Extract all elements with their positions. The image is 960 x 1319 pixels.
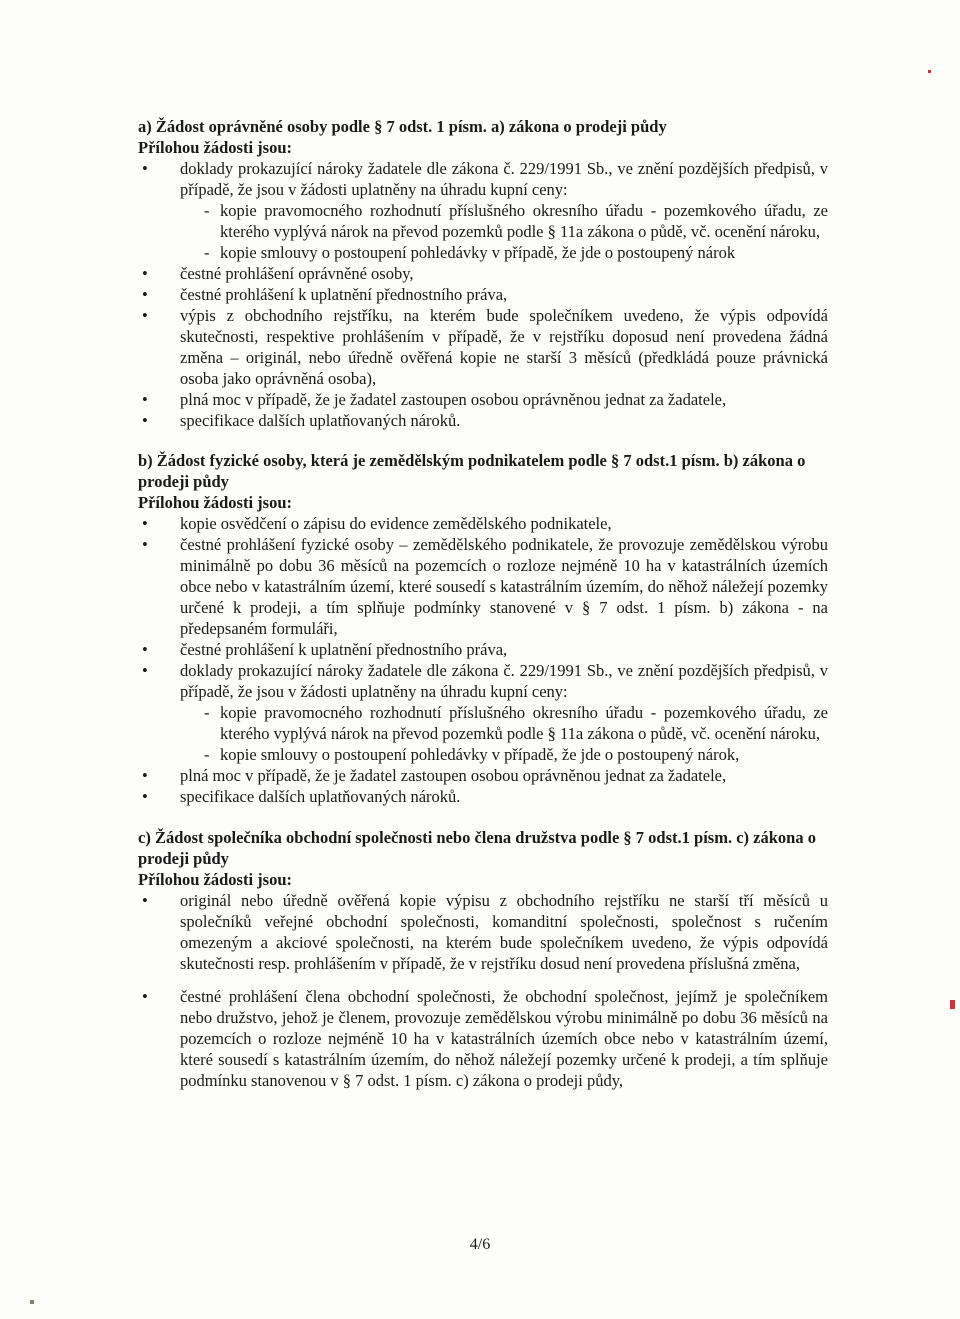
scan-mark <box>950 1000 955 1009</box>
dash-marker: - <box>204 703 210 722</box>
scan-mark <box>30 1300 34 1304</box>
list-item-text: čestné prohlášení člena obchodní společnosti, že obchodní společnost, jejímž je společníkem nebo družstvo, jehož je členem, provozuje zemědělskou výrobu minimálně po dobu 36 měsíců na pozemcích o rozloze nejméně 10 ha v katastrálních územích obce nebo v katastrálním území, které sousedí s katastrálním územím, do něhož náležejí pozemky určené k prodeji, a tím splňuje podmínku stanovenou v § 7 odst. 1 písm. c) zákona o prodeji půdy, <box>180 987 828 1090</box>
section-a-sublist <box>180 200 828 263</box>
dash-marker: - <box>204 201 210 220</box>
section-a-attachments-heading: Přílohou žádosti jsou: <box>138 138 293 157</box>
section-b-list <box>138 513 828 807</box>
document-body <box>138 116 828 1091</box>
bullet-icon: • <box>142 787 148 806</box>
sublist-item <box>180 242 828 263</box>
list-item-text: specifikace dalších uplatňovaných nároků. <box>180 787 461 806</box>
list-item-text: doklady prokazující nároky žadatele dle zákona č. 229/1991 Sb., ve znění pozdějších předpisů, v případě, že jsou v žádosti uplatněny na úhradu kupní ceny: <box>180 661 828 701</box>
list-item <box>138 410 828 431</box>
section-a-title: a) Žádost oprávněné osoby podle § 7 odst. 1 písm. a) zákona o prodeji půdy <box>138 117 667 136</box>
section-c-list <box>138 890 828 1091</box>
sublist-item-text: kopie pravomocného rozhodnutí příslušného okresního úřadu - pozemkového úřadu, ze kterého vyplývá nárok na převod pozemků podle § 11a zákona o půdě, vč. ocenění nároku, <box>220 703 828 743</box>
list-item <box>138 786 828 807</box>
list-item <box>138 513 828 534</box>
sublist-item-text: kopie smlouvy o postoupení pohledávky v případě, že jde o postoupený nárok <box>220 243 736 262</box>
list-item-text: čestné prohlášení fyzické osoby – zemědělského podnikatele, že provozuje zemědělskou výrobu minimálně po dobu 36 měsíců na pozemcích o rozloze nejméně 10 ha v katastrálních územích obce nebo v katastrálním území, které sousedí s katastrálním územím, do něhož náležejí pozemky určené k prodeji, a tím splňuje podmínky stanovené v § 7 odst. 1 písm. b) zákona - na předepsaném formuláři, <box>180 535 828 638</box>
section-b-sublist <box>180 702 828 765</box>
list-item-text: čestné prohlášení k uplatnění přednostního práva, <box>180 640 508 659</box>
sublist-item-text: kopie smlouvy o postoupení pohledávky v případě, že jde o postoupený nárok, <box>220 745 740 764</box>
section-b-title: b) Žádost fyzické osoby, která je zemědělským podnikatelem podle § 7 odst.1 písm. b) zákona o prodeji půdy <box>138 451 806 491</box>
sublist-item-text: kopie pravomocného rozhodnutí příslušného okresního úřadu - pozemkového úřadu, ze kterého vyplývá nárok na převod pozemků podle § 11a zákona o půdě, vč. ocenění nároku, <box>220 201 828 241</box>
list-item-text: čestné prohlášení oprávněné osoby, <box>180 264 414 283</box>
list-item <box>138 158 828 263</box>
scan-mark <box>928 70 931 73</box>
sublist-item <box>180 702 828 744</box>
bullet-icon: • <box>142 514 148 533</box>
list-item <box>138 284 828 305</box>
list-item <box>138 660 828 765</box>
list-item-text: kopie osvědčení o zápisu do evidence zemědělského podnikatele, <box>180 514 612 533</box>
bullet-icon: • <box>142 891 148 910</box>
list-item <box>138 639 828 660</box>
section-a-list <box>138 158 828 431</box>
section-b-attachments-heading: Přílohou žádosti jsou: <box>138 493 293 512</box>
section-c-title: c) Žádost společníka obchodní společnosti nebo člena družstva podle § 7 odst.1 písm. c) zákona o prodeji půdy <box>138 828 816 868</box>
bullet-icon: • <box>142 766 148 785</box>
bullet-icon: • <box>142 661 148 680</box>
list-item-text: doklady prokazující nároky žadatele dle zákona č. 229/1991 Sb., ve znění pozdějších předpisů, v případě, že jsou v žádosti uplatněny na úhradu kupní ceny: <box>180 159 828 199</box>
bullet-icon: • <box>142 640 148 659</box>
list-item <box>138 765 828 786</box>
list-item-text: originál nebo úředně ověřená kopie výpisu z obchodního rejstříku ne starší tří měsíců u společníků veřejné obchodní společnosti, komanditní společnosti, společnost s ručením omezeným a akciové společnosti, na kterém bude společníkem uvedeno, že výpis odpovídá skutečnosti resp. prohlášením v případě, že v rejstříku dosud není provedena příslušná změna, <box>180 891 828 973</box>
section-c-attachments-heading: Přílohou žádosti jsou: <box>138 870 293 889</box>
list-item <box>138 534 828 639</box>
dash-marker: - <box>204 243 210 262</box>
bullet-icon: • <box>142 390 148 409</box>
list-item <box>138 389 828 410</box>
list-item <box>138 986 828 1091</box>
bullet-icon: • <box>142 159 148 178</box>
list-item <box>138 263 828 284</box>
list-item <box>138 890 828 974</box>
sublist-item <box>180 744 828 765</box>
list-item-text: specifikace dalších uplatňovaných nároků. <box>180 411 461 430</box>
list-item-text: plná moc v případě, že je žadatel zastoupen osobou oprávněnou jednat za žadatele, <box>180 766 727 785</box>
bullet-icon: • <box>142 306 148 325</box>
bullet-icon: • <box>142 535 148 554</box>
list-item-text: plná moc v případě, že je žadatel zastoupen osobou oprávněnou jednat za žadatele, <box>180 390 727 409</box>
page-number: 4/6 <box>469 1236 491 1253</box>
sublist-item <box>180 200 828 242</box>
bullet-icon: • <box>142 987 148 1006</box>
list-item-text: výpis z obchodního rejstříku, na kterém bude společníkem uvedeno, že výpis odpovídá skutečnosti, respektive prohlášením v případě, že v rejstříku doposud není provedena žádná změna – originál, nebo úředně ověřená kopie ne starší 3 měsíců (předkládá pouze právnická osoba jako oprávněná osoba), <box>180 306 828 388</box>
list-item-text: čestné prohlášení k uplatnění přednostního práva, <box>180 285 508 304</box>
bullet-icon: • <box>142 264 148 283</box>
bullet-icon: • <box>142 285 148 304</box>
bullet-icon: • <box>142 411 148 430</box>
list-item <box>138 305 828 389</box>
dash-marker: - <box>204 745 210 764</box>
